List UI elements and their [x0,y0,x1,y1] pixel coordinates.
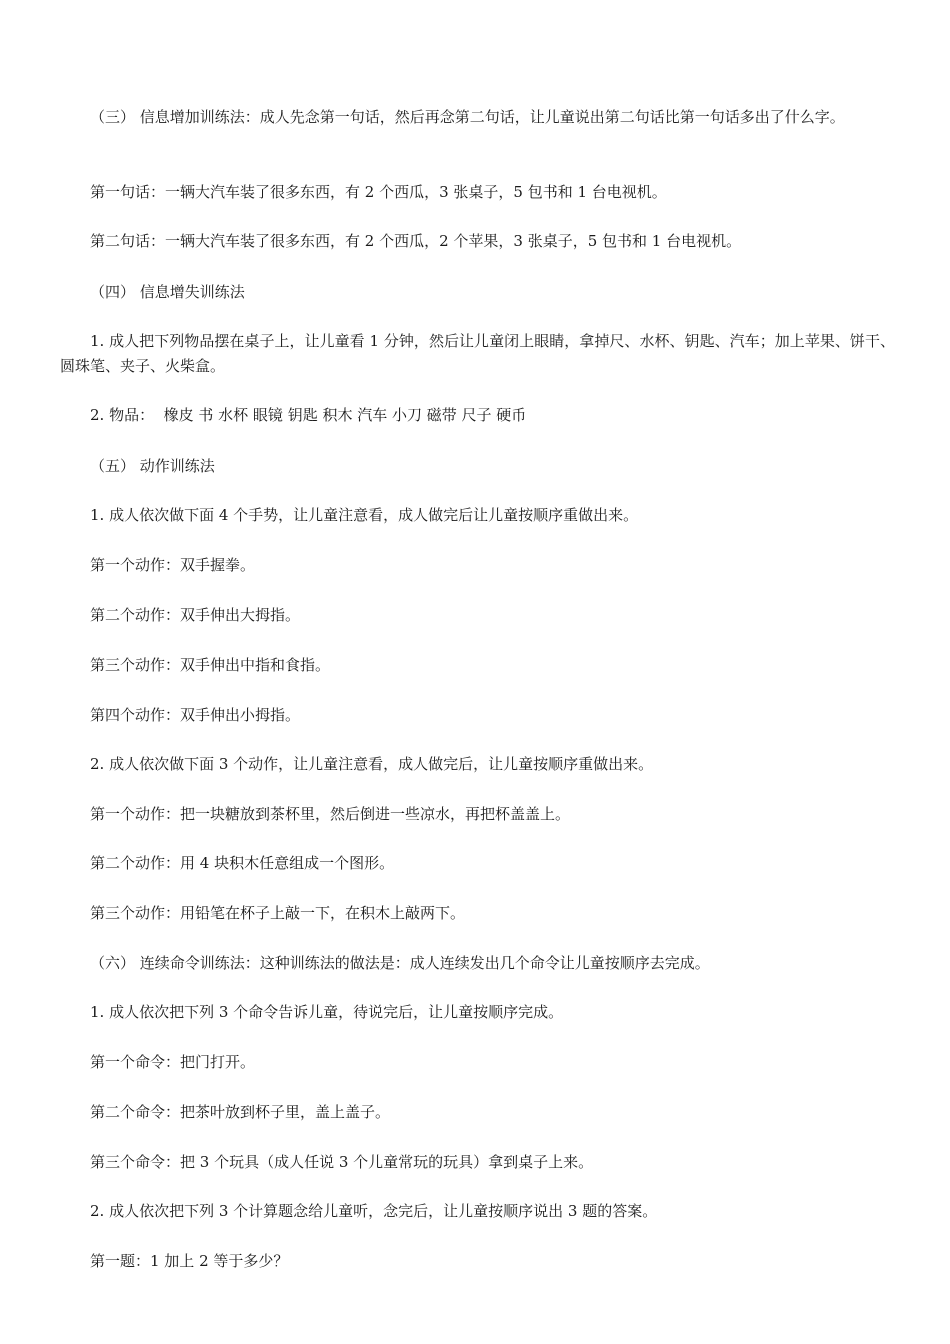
paragraph-item-6-2: 2. 成人依次把下列 3 个计算题念给儿童听，念完后，让儿童按顺序说出 3 题的答案。 [90,1202,658,1220]
paragraph-section-5-heading: （五） 动作训练法 [90,457,215,475]
paragraph-command-3: 第三个命令：把 3 个玩具（成人任说 3 个儿童常玩的玩具）拿到桌子上来。 [90,1153,594,1171]
paragraph-item-5-1: 1. 成人依次做下面 4 个手势，让儿童注意看，成人做完后让儿童按顺序重做出来。 [90,506,639,524]
paragraph-sentence-2: 第二句话：一辆大汽车装了很多东西，有 2 个西瓜，2 个苹果，3 张桌子，5 包书和 1 台电视机。 [90,232,742,250]
paragraph-command-1: 第一个命令：把门打开。 [90,1053,256,1071]
paragraph-gesture-2: 第二个动作：双手伸出大拇指。 [90,606,301,624]
paragraph-gesture-1: 第一个动作：双手握拳。 [90,556,256,574]
paragraph-section-3-heading: （三） 信息增加训练法：成人先念第一句话，然后再念第二句话，让儿童说出第二句话比第一句话多出了什么字。 [90,108,845,126]
paragraph-item-4-2: 2. 物品： 橡皮 书 水杯 眼镜 钥匙 积木 汽车 小刀 磁带 尺子 硬币 [90,406,527,424]
paragraph-command-2: 第二个命令：把茶叶放到杯子里，盖上盖子。 [90,1103,391,1121]
paragraph-action-1: 第一个动作：把一块糖放到茶杯里，然后倒进一些凉水，再把杯盖盖上。 [90,805,571,823]
paragraph-sentence-1: 第一句话：一辆大汽车装了很多东西，有 2 个西瓜，3 张桌子，5 包书和 1 台电视机。 [90,183,667,201]
paragraph-action-2: 第二个动作：用 4 块积木任意组成一个图形。 [90,854,395,872]
paragraph-item-5-2: 2. 成人依次做下面 3 个动作，让儿童注意看，成人做完后，让儿童按顺序重做出来。 [90,755,654,773]
paragraph-gesture-4: 第四个动作：双手伸出小拇指。 [90,706,301,724]
paragraph-action-3: 第三个动作：用铅笔在杯子上敲一下，在积木上敲两下。 [90,904,466,922]
paragraph-question-1: 第一题：1 加上 2 等于多少？ [90,1252,289,1270]
paragraph-section-6-heading: （六） 连续命令训练法：这种训练法的做法是：成人连续发出几个命令让儿童按顺序去完成。 [90,954,710,972]
paragraph-item-6-1: 1. 成人依次把下列 3 个命令告诉儿童，待说完后，让儿童按顺序完成。 [90,1003,564,1021]
paragraph-item-4-1: 1. 成人把下列物品摆在桌子上，让儿童看 1 分钟，然后让儿童闭上眼睛，拿掉尺、水杯、钥匙、汽车；加上苹果、饼干、圆珠笔、夹子、火柴盒。 [60,332,895,375]
paragraph-section-4-heading: （四） 信息增失训练法 [90,283,245,301]
paragraph-gesture-3: 第三个动作：双手伸出中指和食指。 [90,656,331,674]
